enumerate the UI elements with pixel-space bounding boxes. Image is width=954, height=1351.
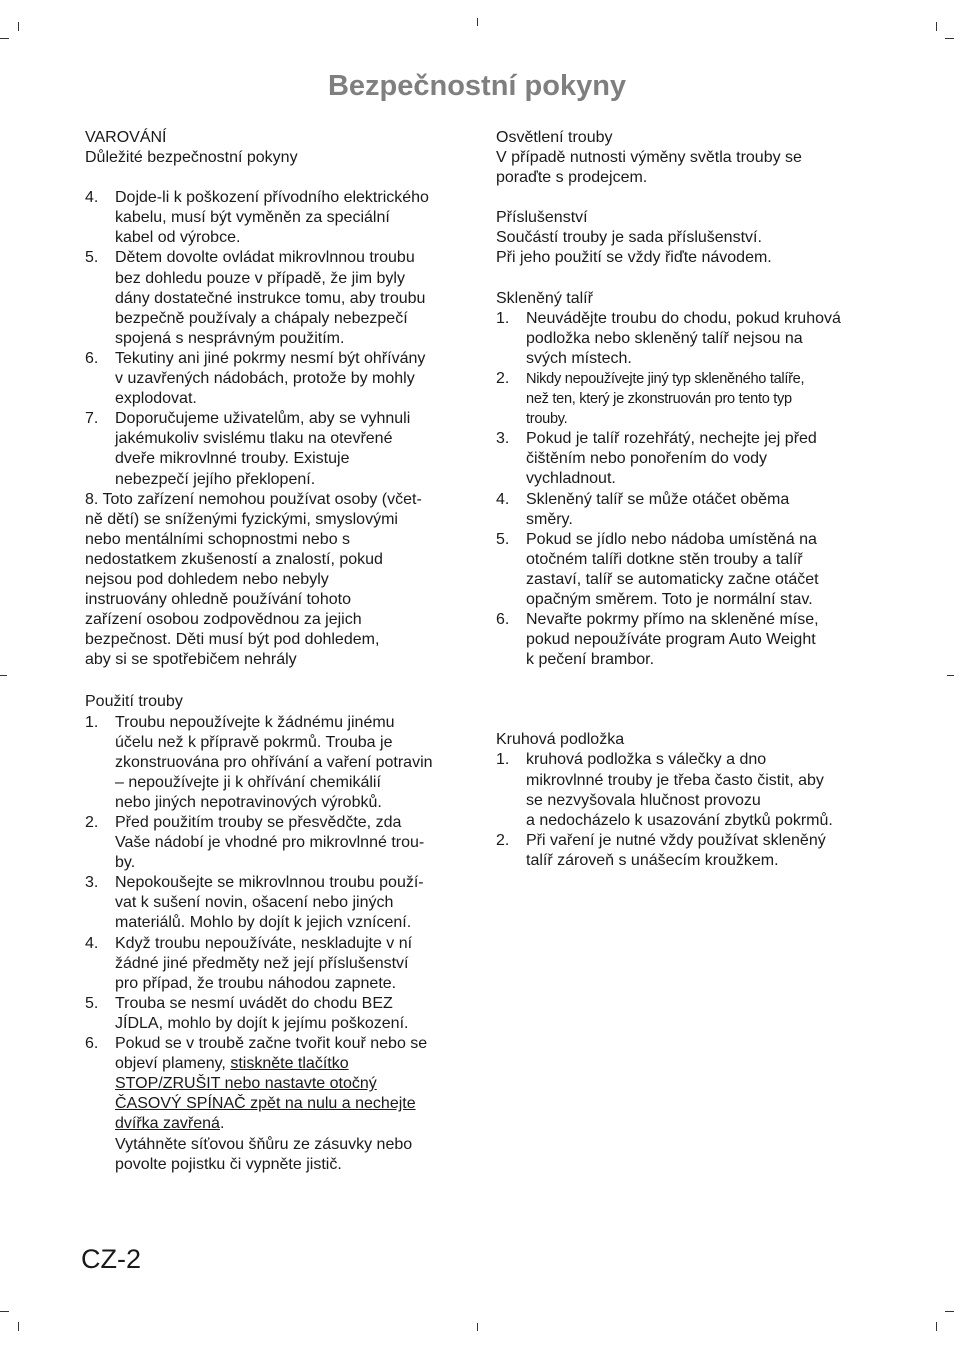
crop-mark	[477, 18, 478, 26]
item-number: 4.	[85, 189, 99, 207]
warning-subtitle: Důležité bezpečnostní pokyny	[85, 149, 298, 167]
warning-heading: VAROVÁNÍ	[85, 129, 167, 146]
safety-item-8	[85, 490, 463, 671]
item-number: 2.	[496, 369, 510, 387]
crop-mark	[18, 1322, 19, 1331]
item-line: Vaše nádobí je vhodné pro mikrovlnné trou-	[115, 834, 425, 852]
item-line: otočném talíři dotkne stěn trouby a talíř	[526, 550, 803, 568]
item-line: Troubu nepoužívejte k žádnému jinému	[115, 713, 395, 731]
item-line: Dojde-li k poškození přívodního elektrického	[115, 189, 429, 207]
item-number: 5.	[496, 530, 510, 548]
item-line: Trouba se nesmí uvádět do chodu BEZ	[115, 994, 393, 1012]
list-item	[85, 934, 463, 994]
list-item	[85, 349, 463, 409]
crop-mark	[945, 38, 954, 39]
item-line: zařízení osobou zodpovědnou za jejich	[85, 611, 362, 629]
item-line: Před použitím trouby se přesvědčte, zda	[115, 814, 402, 831]
list-item	[496, 750, 874, 830]
list-item	[85, 813, 463, 873]
item-line: bezpečnost. Děti musí být pod dohledem,	[85, 631, 380, 649]
item-line: povolte pojistku či vypněte jistič.	[115, 1155, 342, 1173]
item-line: 8. Toto zařízení nemohou používat osoby (včet-	[85, 490, 422, 508]
item-line: JÍDLA, mohlo by dojít k jejímu poškození.	[115, 1014, 409, 1032]
item-line: a nedocházelo k usazování zbytků pokrmů.	[526, 811, 833, 829]
list-item	[496, 369, 874, 429]
crop-mark	[0, 1311, 9, 1312]
list-item	[85, 713, 463, 813]
item-line: Skleněný talíř se může otáčet oběma	[526, 490, 790, 508]
crop-mark	[945, 1311, 954, 1312]
light-heading: Osvětlení trouby	[496, 129, 613, 146]
crop-mark	[0, 675, 7, 676]
crop-mark	[947, 675, 954, 676]
item-line: ně dětí) se sníženými fyzickými, smyslovými	[85, 510, 398, 528]
item-line: nebo mentálními schopnostmi nebo s	[85, 530, 351, 548]
usage-list	[85, 713, 463, 1035]
list-item	[496, 831, 874, 871]
item-line: kabelu, musí být vyměněn za speciální	[115, 209, 390, 227]
item-line: nebezpečí jejího překlopení.	[115, 470, 316, 488]
item-line: opačným směrem. Toto je normální stav.	[526, 590, 813, 608]
item-number: 4.	[85, 934, 99, 952]
list-item	[496, 429, 874, 489]
list-item	[496, 309, 874, 369]
item-line: STOP/ZRUŠIT nebo nastavte otočný	[115, 1075, 377, 1093]
list-item	[85, 409, 463, 489]
item-number: 5.	[85, 994, 99, 1012]
item-number: 6.	[496, 611, 510, 629]
item-line: Pokud se jídlo nebo nádoba umístěná na	[526, 530, 817, 548]
item-line: nebo jiných nepotravinových výrobků.	[115, 793, 382, 811]
item-line: pokud nepoužíváte program Auto Weight	[526, 631, 816, 649]
item-line: materiálů. Mohlo by dojít k jejich vznícení.	[115, 914, 412, 932]
item-line: Tekutiny ani jiné pokrmy nesmí být ohřívány	[115, 349, 426, 367]
item-line: by.	[115, 854, 136, 872]
safety-list	[85, 188, 463, 489]
item-line: dveře mikrovlnné trouby. Existuje	[115, 450, 350, 468]
accessories-text: Při jeho použití se vždy řiďte návodem.	[496, 249, 772, 267]
light-text: V případě nutnosti výměny světla trouby se	[496, 149, 802, 167]
item-line: pro případ, že troubu náhodou zapnete.	[115, 974, 397, 992]
item-line: objeví plameny, stiskněte tlačítko	[115, 1055, 349, 1073]
item-line: směry.	[526, 510, 573, 528]
item-line: se nezvyšovala hlučnost provozu	[526, 791, 761, 809]
accessories-text: Součástí trouby je sada příslušenství.	[496, 229, 762, 247]
item-number: 7.	[85, 410, 99, 428]
item-line: Pokud se v troubě začne tvořit kouř nebo se	[115, 1035, 428, 1053]
item-line: mikrovlnné trouby je třeba často čistit, aby	[526, 771, 824, 789]
item-line: Když troubu nepoužíváte, neskladujte v ní	[115, 934, 413, 952]
item-line: aby si se spotřebičem nehrály	[85, 651, 297, 669]
item-number: 2.	[85, 814, 99, 831]
item-line: dány dostatečné instrukce tomu, aby troubu	[115, 289, 426, 307]
item-line: Dětem dovolte ovládat mikrovlnnou troubu	[115, 249, 415, 267]
item-line: Nikdy nepoužívejte jiný typ skleněného talíře,	[526, 370, 805, 387]
item-line: čištěním nebo ponořením do vody	[526, 450, 768, 468]
item-line: vychladnout.	[526, 470, 616, 488]
item-number: 1.	[85, 713, 99, 731]
usage-item	[85, 1034, 463, 1175]
item-line: bezpečně používaly a chápaly nebezpečí	[115, 309, 408, 327]
list-item	[496, 490, 874, 530]
item-line: Při vaření je nutné vždy používat skleněný	[526, 831, 826, 849]
accessories-heading: Příslušenství	[496, 209, 588, 227]
item-line: dvířka zavřená.	[115, 1115, 225, 1133]
item-line: Neuvádějte troubu do chodu, pokud kruhová	[526, 309, 841, 327]
glass-tray-heading: Skleněný talíř	[496, 289, 593, 307]
item-number: 6.	[85, 349, 99, 367]
item-line: vat k sušení novin, ošacení nebo jiných	[115, 894, 394, 912]
item-line: talíř zároveň s unášecím kroužkem.	[526, 851, 779, 869]
item-line: explodovat.	[115, 390, 197, 408]
list-item	[85, 873, 463, 933]
item-line: spojená s nesprávným použitím.	[115, 329, 345, 347]
page-title: Bezpečnostní pokyny	[327, 70, 627, 102]
roller-ring-heading: Kruhová podložka	[496, 731, 625, 749]
list-item	[85, 994, 463, 1034]
item-line: jakémukoliv svislému tlaku na otevřené	[115, 430, 393, 448]
list-item	[85, 248, 463, 348]
item-line: Nevařte pokrmy přímo na skleněné míse,	[526, 611, 819, 629]
crop-mark	[936, 1322, 937, 1331]
item-line: k pečení brambor.	[526, 651, 655, 669]
item-line: účelu než k přípravě pokrmů. Trouba je	[115, 733, 393, 751]
item-line: kabel od výrobce.	[115, 229, 241, 247]
light-text: poraďte s prodejcem.	[496, 169, 648, 187]
item-line: Nepokoušejte se mikrovlnnou troubu použí-	[115, 874, 424, 892]
crop-mark	[18, 22, 19, 31]
list-item	[85, 188, 463, 248]
item-line: nejsou pod dohledem nebo nebyly	[85, 570, 329, 588]
item-line: ČASOVÝ SPÍNAČ zpět na nulu a nechejte	[115, 1095, 416, 1113]
item-number: 1.	[496, 751, 510, 769]
crop-mark	[936, 22, 937, 31]
list-item	[496, 530, 874, 610]
left-column	[85, 128, 463, 1175]
crop-mark	[477, 1323, 478, 1331]
item-line: svých místech.	[526, 349, 632, 367]
item-number: 5.	[85, 249, 99, 267]
item-line: Pokud je talíř rozehřátý, nechejte jej před	[526, 430, 817, 448]
item-number: 4.	[496, 490, 510, 508]
item-number: 2.	[496, 831, 510, 849]
item-number: 3.	[496, 430, 510, 448]
underlined-instruction: stiskněte tlačítko	[230, 1055, 349, 1073]
item-number: 3.	[85, 874, 99, 892]
right-column	[496, 128, 874, 871]
item-number: 6.	[85, 1035, 99, 1053]
list-item	[496, 610, 874, 670]
item-number: 1.	[496, 309, 510, 327]
item-line: trouby.	[526, 411, 568, 428]
glass-tray-list	[496, 309, 874, 671]
item-line: instruovány ohledně používání tohoto	[85, 591, 351, 609]
roller-ring-list	[496, 750, 874, 871]
page-number: CZ-2	[81, 1244, 141, 1274]
item-line: nedostatkem zkušeností a znalostí, pokud	[85, 550, 383, 568]
item-line: kruhová podložka s válečky a dno	[526, 751, 767, 769]
item-line: Doporučujeme uživatelům, aby se vyhnuli	[115, 410, 411, 428]
item-line: zkonstruována pro ohřívání a vaření potravin	[115, 753, 433, 771]
item-line: podložka nebo skleněný talíř nejsou na	[526, 329, 803, 347]
item-line: Vytáhněte síťovou šňůru ze zásuvky nebo	[115, 1135, 413, 1153]
usage-heading: Použití trouby	[85, 693, 183, 711]
item-line: žádné jiné předměty než její příslušenství	[115, 954, 409, 972]
item-line: bez dohledu pouze v případě, že jim byly	[115, 269, 405, 287]
crop-mark	[0, 38, 9, 39]
item-line: – nepoužívejte ji k ohřívání chemikálií	[115, 773, 381, 791]
item-line: než ten, který je zkonstruován pro tento typ	[526, 391, 792, 408]
item-line: v uzavřených nádobách, protože by mohly	[115, 370, 415, 388]
item-line: zastaví, talíř se automaticky začne otáčet	[526, 570, 819, 588]
